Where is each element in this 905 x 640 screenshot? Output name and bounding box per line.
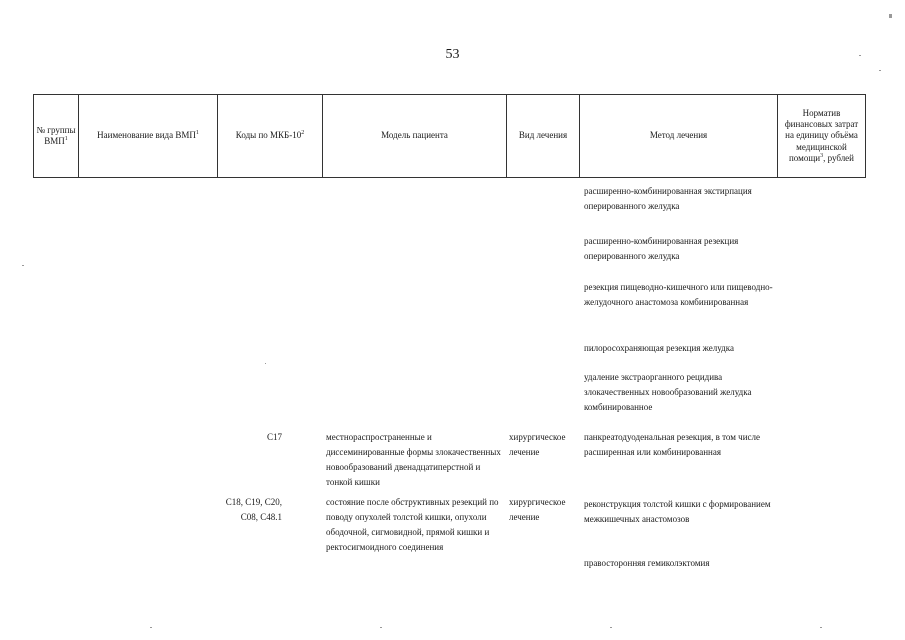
icd-code-c17: C17: [266, 432, 282, 442]
treatment-type-c18: хирургическое лечение: [509, 497, 566, 522]
header-cost-norm: Норматив финансовых затрат на единицу объёма медицинской помощи$^3$, рублей: [778, 95, 866, 178]
header-icd-codes: Коды по МКБ-$10^2$: [218, 95, 323, 178]
icd-codes-c18: C18, C19, C20, C08, C48.1: [225, 497, 282, 522]
patient-model-c17: местнораспространенные и диссеминированные формы злокачественных новообразований двенадцатиперстной и тонкой кишки: [326, 432, 501, 487]
method-c18-reconstruction: реконструкция толстой кишки с формированием межкишечных анастомозов: [584, 499, 771, 524]
scan-speck: [150, 627, 152, 628]
scan-speck: [859, 55, 861, 56]
header-method: Метод лечения: [580, 95, 778, 178]
method-item: расширенно-комбинированная экстирпация оперированного желудка: [584, 186, 752, 211]
scan-speck: [22, 265, 24, 266]
scan-speck: [820, 627, 822, 628]
method-item: пилоросохраняющая резекция желудка: [584, 343, 734, 353]
method-item: расширенно-комбинированная резекция оперированного желудка: [584, 236, 739, 261]
scan-speck: [889, 14, 892, 18]
header-patient-model: Модель пациента: [323, 95, 507, 178]
table-header: [33, 94, 866, 178]
method-c17: панкреатодуоденальная резекция, в том числе расширенная или комбинированная: [584, 432, 760, 457]
patient-model-c18: состояние после обструктивных резекций по поводу опухолей толстой кишки, опухоли ободочной, сигмовидной, прямой кишки и ректосигмоидного соединения: [326, 497, 499, 552]
method-item: удаление экстраорганного рецидива злокачественных новообразований желудка комбинированное: [584, 372, 752, 412]
treatment-type-c17: хирургическое лечение: [509, 432, 566, 457]
header-vmp-name: Наименование вида ВМП$^1$: [79, 95, 218, 178]
scan-speck: [610, 627, 612, 628]
method-item: резекция пищеводно-кишечного или пищеводно-желудочного анастомоза комбинированная: [584, 282, 773, 307]
header-treatment-type: Вид лечения: [507, 95, 580, 178]
scan-speck: [380, 627, 382, 628]
scan-speck: [879, 70, 881, 71]
scan-speck: [265, 363, 266, 364]
method-c18-hemicolectomy: правосторонняя гемиколэктомия: [584, 558, 710, 568]
page-number: 53: [445, 47, 460, 62]
header-group-no: № группы ВМП$^1$: [34, 95, 79, 178]
